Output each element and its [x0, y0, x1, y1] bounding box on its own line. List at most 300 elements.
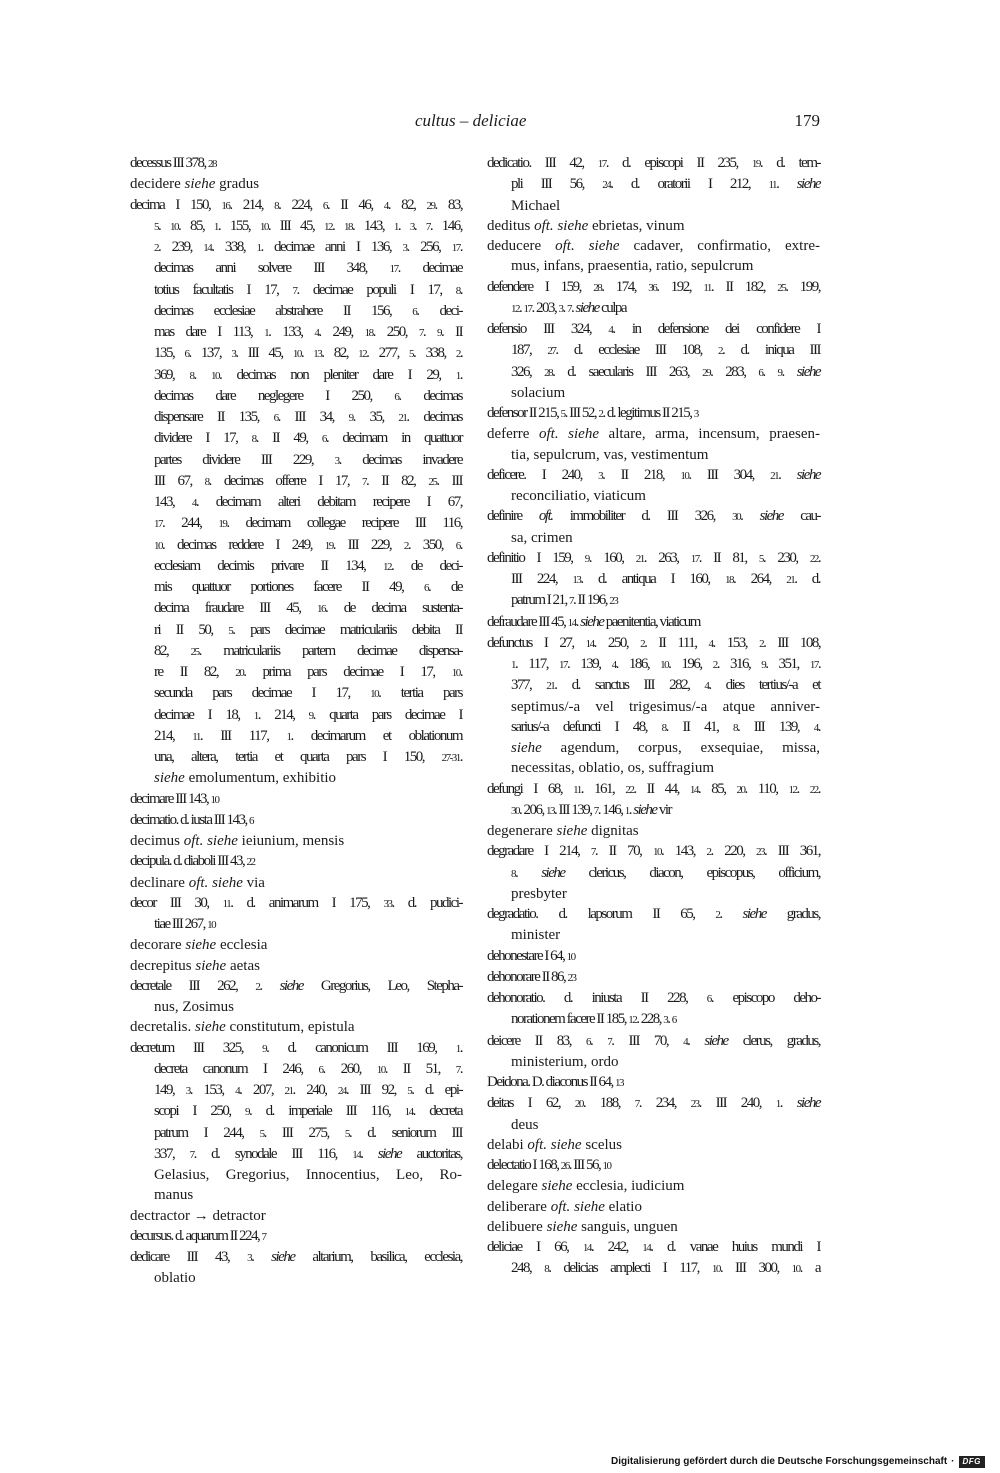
index-entry: [487, 1072, 820, 1093]
line-ref-number: 14: [642, 1242, 651, 1254]
line-ref-number: 3: [558, 302, 563, 315]
line-ref-number: 14: [689, 783, 698, 796]
line-ref-number: 8: [455, 284, 460, 297]
index-entry-headline: deliciae I 66, 14. 242, 14. d. vanae huius mundi I: [487, 1239, 821, 1255]
italic-marker: oft.: [527, 1136, 547, 1153]
funding-notice: Digitalisierung gefördert durch die Deutsche Forschungsgemeinschaft: [611, 1456, 948, 1467]
line-ref-number: 1: [264, 327, 269, 339]
line-ref-number: 7: [634, 1098, 639, 1111]
index-entry-headline: defraudare III 45, 14. siehe paenitentia, viaticum: [487, 613, 700, 630]
line-ref-number: 27: [547, 345, 556, 358]
line-ref-number: 3: [231, 348, 236, 361]
index-entry: [130, 789, 462, 810]
line-ref-number: 7: [590, 846, 595, 859]
line-ref-number: 7: [362, 475, 367, 488]
italic-marker: siehe: [759, 508, 783, 525]
index-entry-continuation: 1. 117, 17. 139, 4. 186, 10. 196, 2. 316, 9. 351, 17.: [511, 656, 821, 672]
line-ref-number: 6: [758, 366, 763, 379]
italic-marker: oft.: [550, 1198, 571, 1215]
line-ref-number: 1: [253, 709, 258, 722]
line-ref-number: 1: [286, 730, 291, 743]
index-entry-headline: decimatio. d. iusta III 143, 6: [130, 811, 253, 828]
index-entry-headline: decretalis. siehe constitutum, epistula: [130, 1019, 355, 1036]
index-entry: [487, 465, 820, 507]
italic-marker: siehe: [212, 874, 243, 891]
index-entry-continuation: 2. 239, 14. 338, 1. decimae anni I 136, 3. 256, 17.: [154, 239, 462, 255]
italic-marker: siehe: [195, 957, 227, 974]
line-ref-number: 28: [207, 158, 216, 170]
line-ref-number: 12: [511, 302, 519, 315]
line-ref-number: 13: [546, 804, 554, 817]
index-entry-continuation: 30. 206, 13. III 139, 7. 146, 1. siehe vir: [511, 801, 671, 818]
index-entry-continuation: 143, 4. decimam alteri debitam recipere I 67,: [154, 494, 463, 510]
italic-marker: oft.: [555, 238, 575, 254]
line-ref-number: 6: [412, 305, 417, 318]
line-ref-number: 16: [316, 603, 325, 616]
index-entry: [487, 548, 820, 612]
line-ref-number: 22: [625, 783, 634, 796]
line-ref-number: 17: [809, 659, 818, 671]
index-entry-continuation: 149, 3. 153, 4. 207, 21. 240, 24. III 92, 5. d. epi-: [154, 1082, 462, 1098]
line-ref-number: 12: [358, 348, 367, 361]
index-entry-headline: defendere I 159, 28. 174, 36. 192, 11. II 182, 25. 199,: [487, 278, 821, 295]
line-ref-number: 2: [455, 348, 460, 361]
index-entry-headline: delegare siehe ecclesia, iudicium: [487, 1178, 685, 1195]
line-ref-number: 5: [154, 220, 158, 233]
line-ref-number: 24: [602, 179, 611, 192]
line-ref-number: 8: [251, 433, 256, 446]
line-ref-number: 9: [262, 1042, 267, 1055]
line-ref-number: 4: [608, 324, 613, 336]
line-ref-number: 10: [169, 220, 178, 233]
line-ref-number: 14: [585, 637, 594, 650]
italic-marker: siehe: [279, 977, 303, 994]
italic-marker: siehe: [185, 937, 217, 954]
index-entry: [487, 1197, 820, 1217]
index-entry-continuation: 135, 6. 137, 3. III 45, 10. 13. 82, 12. 277, 5. 338, 2.: [154, 345, 463, 362]
italic-marker: siehe: [154, 770, 185, 787]
italic-marker: siehe: [511, 740, 542, 756]
line-ref-number: 10: [602, 1160, 611, 1172]
index-entry: [487, 612, 820, 633]
index-entry-headline: decessus III 378, 28: [130, 155, 216, 171]
line-ref-number: 10: [376, 1063, 385, 1076]
index-entry-headline: definire oft. immobiliter d. III 326, 30. siehe cau-: [487, 508, 821, 525]
line-ref-number: 1: [624, 804, 629, 817]
index-entry: [487, 506, 820, 548]
index-entry-continuation: 377, 21. d. sanctus III 282, 4. dies tertius/-a et: [511, 677, 820, 694]
line-ref-number: 3: [334, 454, 339, 467]
line-ref-number: 1: [511, 659, 515, 671]
line-ref-number: 22: [809, 783, 818, 796]
index-entry-headline: decrepitus siehe aetas: [130, 957, 260, 974]
line-ref-number: 18: [343, 220, 352, 233]
index-entry-headline: defungi I 68, 11. 161, 22. II 44, 14. 85, 20. 110, 12. 22.: [487, 780, 821, 797]
index-entry-headline: declinare oft. siehe via: [130, 874, 265, 891]
index-entry-headline: definitio I 159, 9. 160, 21. 263, 17. II 81, 5. 230, 22.: [487, 549, 821, 566]
line-ref-number: 14: [404, 1106, 413, 1119]
index-entry-headline: deducere oft. siehe cadaver, confirmatio, extre-: [487, 238, 820, 254]
index-entry-headline: delabi oft. siehe scelus: [487, 1136, 622, 1153]
line-ref-number: 11: [768, 179, 777, 192]
line-ref-number: 2: [712, 659, 717, 671]
footer-separator: ·: [951, 1456, 955, 1467]
italic-marker: siehe: [633, 801, 657, 818]
line-ref-number: 2: [718, 345, 723, 358]
line-ref-number: 6: [273, 412, 278, 424]
italic-marker: oft.: [183, 833, 204, 849]
italic-marker: siehe: [580, 613, 604, 630]
line-ref-number: 14: [203, 242, 212, 254]
line-ref-number: 8: [204, 475, 209, 488]
index-entry-continuation: siehe agendum, corpus, exsequiae, missa,: [511, 740, 820, 756]
italic-marker: siehe: [742, 906, 766, 922]
line-ref-number: 13: [313, 348, 322, 361]
line-ref-number: 4: [314, 327, 319, 339]
italic-marker: siehe: [796, 1095, 821, 1112]
index-entry-headline: deferre oft. siehe altare, arma, incensum, praesen-: [487, 426, 820, 443]
line-ref-number: 11: [222, 897, 231, 910]
italic-marker: oft.: [539, 426, 559, 443]
index-entry-headline: decima I 150, 16. 214, 8. 224, 6. II 46, 4. 82, 29. 83,: [130, 196, 463, 213]
line-ref-number: 7: [261, 1230, 266, 1243]
index-entry-headline: deficere. I 240, 3. II 218, 10. III 304, 21. siehe: [487, 466, 820, 483]
line-ref-number: 2: [403, 539, 408, 552]
index-entry: [130, 873, 462, 893]
line-ref-number: 17: [154, 518, 162, 531]
line-ref-number: 2: [706, 846, 711, 859]
line-ref-number: 19: [751, 158, 760, 170]
line-ref-number: 14: [582, 1242, 591, 1254]
index-entry-headline: decor III 30, 11. d. animarum I 175, 33. d. pudici-: [130, 894, 463, 911]
italic-marker: siehe: [568, 426, 599, 443]
line-ref-number: 10: [566, 950, 575, 963]
line-ref-number: 25: [428, 475, 437, 488]
line-ref-number: 12: [382, 560, 391, 573]
index-entry-continuation: 369, 8. 10. decimas non pleniter dare I 29, 1.: [154, 366, 463, 383]
index-entry-continuation: patrum I 244, 5. III 275, 5. d. seniorum III: [154, 1124, 463, 1141]
index-entry-continuation: norationem facere II 185, 12. 228, 3. 6: [511, 1011, 676, 1028]
index-entry: [130, 893, 462, 936]
line-ref-number: 7: [568, 595, 573, 608]
index-entry-continuation: 12. 17. 203, 3. 7. siehe culpa: [511, 299, 627, 316]
line-ref-number: 5: [758, 552, 763, 565]
line-ref-number: 4: [708, 637, 713, 650]
italic-marker: siehe: [271, 1249, 295, 1265]
line-ref-number: 1: [455, 369, 460, 382]
italic-marker: siehe: [546, 1218, 578, 1235]
line-ref-number: 23: [690, 1098, 699, 1111]
index-entry: [130, 1038, 462, 1206]
line-ref-number: 5: [560, 408, 565, 420]
line-ref-number: 30: [732, 511, 741, 524]
line-ref-number: 30: [511, 804, 519, 817]
line-ref-number: 6: [322, 199, 327, 212]
line-ref-number: 9: [761, 659, 766, 671]
line-ref-number: 7: [189, 1148, 194, 1161]
line-ref-number: 17: [389, 263, 398, 276]
dfg-logo: DFG: [959, 1456, 985, 1468]
line-ref-number: 11: [192, 730, 200, 743]
line-ref-number: 20: [235, 667, 244, 679]
line-ref-number: 3: [247, 1252, 252, 1264]
italic-marker: siehe: [556, 823, 588, 839]
italic-marker: siehe: [207, 833, 238, 849]
line-ref-number: 8: [189, 369, 194, 382]
line-ref-number: 1: [256, 242, 261, 254]
line-ref-number: 23: [756, 846, 764, 859]
index-entry: [487, 779, 820, 822]
index-entry-continuation: oblatio: [154, 1270, 196, 1287]
line-ref-number: 17: [523, 302, 532, 315]
index-entry-continuation: reconciliatio, viaticum: [511, 488, 646, 504]
index-entry: [130, 976, 462, 1018]
index-entry: [487, 424, 820, 465]
line-ref-number: 7: [607, 1035, 612, 1048]
index-entry-continuation: sa, crimen: [511, 529, 573, 546]
index-entry-headline: decorare siehe ecclesia: [130, 937, 268, 954]
index-entry: [130, 956, 462, 976]
line-ref-number: 1: [775, 1098, 780, 1111]
line-ref-number: 2: [154, 242, 158, 254]
line-ref-number: 19: [218, 518, 227, 531]
index-entry-continuation: 326, 28. d. saecularis III 263, 29. 283, 6. 9. siehe: [511, 363, 821, 380]
index-entry: [487, 236, 820, 277]
line-ref-number: 36: [648, 281, 657, 294]
line-ref-number: 3: [402, 242, 407, 254]
line-ref-number: 10: [207, 919, 216, 931]
line-ref-number: 10: [292, 348, 301, 361]
index-entry-headline: decretale III 262, 2. siehe Gregorius, Leo, Stepha-: [130, 977, 463, 994]
line-ref-number: 6: [248, 814, 253, 827]
line-ref-number: 8: [661, 721, 666, 734]
index-entry-continuation: presbyter: [511, 885, 567, 902]
line-ref-number: 7: [567, 302, 571, 315]
line-ref-number: 3: [693, 408, 698, 420]
index-entry: [487, 988, 820, 1031]
line-ref-number: 14: [567, 616, 576, 629]
line-ref-number: 1: [455, 1042, 460, 1055]
line-ref-number: 18: [364, 327, 373, 339]
line-ref-number: 10: [660, 659, 669, 671]
line-ref-number: 6: [394, 390, 399, 403]
index-entry: [130, 935, 462, 955]
line-ref-number: 2: [640, 637, 645, 650]
line-ref-number: 16: [221, 199, 230, 212]
line-ref-number: 4: [383, 199, 388, 212]
index-entry-continuation: mas dare I 113, 1. 133, 4. 249, 18. 250, 7. 9. II: [154, 324, 463, 340]
line-ref-number: 17: [690, 552, 699, 565]
index-entry-headline: decretum III 325, 9. d. canonicum III 169, 1.: [130, 1039, 463, 1056]
index-entry-continuation: sarius/-a defuncti I 48, 8. II 41, 8. III 139, 4.: [511, 718, 820, 735]
line-ref-number: 3: [663, 1014, 668, 1027]
index-entry-headline: defensor II 215, 5. III 52, 2. d. legitimus II 215, 3: [487, 405, 698, 421]
index-entry-continuation: ri II 50, 5. pars decimae matriculariis debita II: [154, 621, 463, 638]
index-entry-continuation: necessitas, oblatio, os, suffragium: [511, 760, 715, 777]
line-ref-number: 22: [809, 552, 818, 565]
line-ref-number: 2: [598, 408, 603, 420]
index-entry: [487, 841, 820, 904]
line-ref-number: 9: [437, 327, 442, 339]
index-entry: [487, 1135, 820, 1155]
line-ref-number: 7: [455, 1063, 460, 1076]
line-ref-number: 4: [235, 1085, 240, 1097]
line-ref-number: 10: [210, 369, 219, 382]
index-entry-continuation: deus: [511, 1116, 539, 1133]
index-entry-continuation: totius facultatis I 17, 7. decimae populi I 17, 8.: [154, 281, 463, 298]
index-entry: [487, 821, 820, 841]
index-entry-headline: delibuere siehe sanguis, unguen: [487, 1218, 678, 1235]
line-ref-number: 6: [706, 993, 711, 1005]
italic-marker: siehe: [588, 238, 620, 254]
index-entry-headline: dehonestare I 64, 10: [487, 947, 575, 964]
line-ref-number: 21: [635, 552, 644, 565]
index-entry-headline: deitas I 62, 20. 188, 7. 234, 23. III 240, 1. siehe: [487, 1095, 821, 1112]
index-entry: [487, 277, 820, 320]
italic-marker: oft.: [538, 508, 553, 525]
index-entry-continuation: 8. siehe clericus, diacon, episcopus, officium,: [511, 864, 820, 881]
index-entry: [130, 1017, 462, 1037]
line-ref-number: 3: [598, 469, 603, 482]
index-column-right: [487, 153, 820, 1280]
line-ref-number: 9: [777, 366, 782, 379]
index-entry-continuation: solacium: [511, 384, 566, 401]
index-entry: [130, 831, 462, 851]
line-ref-number: 3: [185, 1085, 190, 1097]
index-entry-continuation: ecclesiam decimis privare II 134, 12. de deci-: [154, 557, 463, 574]
index-entry: [130, 195, 462, 789]
line-ref-number: 22: [246, 856, 255, 869]
line-ref-number: 21: [546, 680, 555, 693]
line-ref-number: 8: [511, 867, 515, 880]
line-ref-number: 5: [344, 1127, 349, 1140]
line-ref-number: 18: [725, 574, 733, 586]
index-entry-headline: dehonoratio. d. iniusta II 228, 6. episcopo deho-: [487, 990, 820, 1006]
index-entry-continuation: 248, 8. delicias amplecti I 117, 10. III 300, 10. a: [511, 1260, 821, 1277]
italic-marker: siehe: [550, 1136, 582, 1153]
line-ref-number: 21: [284, 1085, 293, 1097]
index-entry-headline: degenerare siehe dignitas: [487, 823, 639, 839]
index-entry-continuation: decimas ecclesiae abstrahere II 156, 6. deci-: [154, 302, 462, 319]
line-ref-number: 4: [191, 497, 196, 509]
index-entry-continuation: septimus/-a vel trigesimus/-a atque anniver-: [511, 698, 820, 715]
line-ref-number: 20: [736, 783, 745, 796]
index-entry-headline: dehonorare II 86, 23: [487, 968, 576, 985]
index-entry-continuation: ministerium, ordo: [511, 1053, 619, 1070]
index-entry-continuation: secunda pars decimae I 17, 10. tertia pars: [154, 685, 462, 702]
line-ref-number: 8: [732, 721, 737, 734]
italic-marker: siehe: [541, 864, 565, 881]
index-entry-continuation: 214, 11. III 117, 1. decimarum et oblationum: [154, 727, 462, 744]
index-entry: [487, 153, 820, 216]
index-entry-continuation: decimas anni solvere III 348, 17. decimae: [154, 260, 463, 277]
index-entry-continuation: 5. 10. 85, 1. 155, 10. III 45, 12. 18. 143, 1. 3. 7. 146,: [154, 217, 463, 234]
index-entry-continuation: III 224, 13. d. antiqua I 160, 18. 264, 21. d.: [511, 571, 821, 587]
line-ref-number: 10: [652, 846, 661, 859]
index-entry: [130, 851, 462, 872]
index-entry-continuation: pli III 56, 24. d. oratorii I 212, 11. siehe: [511, 176, 821, 193]
line-ref-number: 5: [228, 624, 233, 637]
index-entry-continuation: decima fraudare III 45, 16. de decima sustenta-: [154, 600, 462, 617]
index-entry-headline: decimus oft. siehe ieiunium, mensis: [130, 833, 345, 849]
line-ref-number: 6: [671, 1014, 676, 1027]
line-ref-number: 4: [683, 1035, 688, 1048]
index-entry-headline: dectractor → detractor: [130, 1207, 266, 1224]
index-entry-continuation: 187, 27. d. ecclesiae III 108, 2. d. iniqua III: [511, 342, 820, 359]
italic-marker: siehe: [184, 176, 216, 193]
line-ref-number: 6: [184, 348, 189, 361]
index-entry-continuation: Gelasius, Gregorius, Innocentius, Leo, Ro-: [154, 1167, 462, 1183]
line-ref-number: 9: [244, 1106, 249, 1119]
index-entry: [130, 1247, 462, 1289]
italic-marker: siehe: [541, 1178, 573, 1195]
index-entry: [487, 633, 820, 779]
line-ref-number: 13: [614, 1077, 623, 1089]
line-ref-number: 21: [398, 412, 407, 424]
line-ref-number: 9: [308, 709, 313, 722]
line-ref-number: 10: [680, 469, 689, 482]
index-entry-continuation: dividere I 17, 8. II 49, 6. decimam in quattuor: [154, 430, 462, 447]
line-ref-number: 25: [190, 645, 199, 658]
line-ref-number: 8: [544, 1263, 549, 1276]
italic-marker: siehe: [574, 1198, 605, 1215]
line-ref-number: 2: [255, 980, 260, 993]
line-ref-number: 1: [393, 220, 398, 233]
index-entry-continuation: minister: [511, 927, 561, 944]
index-entry: [487, 1093, 820, 1135]
index-entry-headline: degradare I 214, 7. II 70, 10. 143, 2. 220, 23. III 361,: [487, 843, 821, 860]
line-ref-number: 4: [611, 659, 616, 671]
index-entry-continuation: scopi I 250, 9. d. imperiale III 116, 14. decreta: [154, 1103, 463, 1120]
index-entry-continuation: decimae I 18, 1. 214, 9. quarta pars decimae I: [154, 706, 463, 723]
index-entry-headline: defunctus I 27, 14. 250, 2. II 111, 4. 153, 2. III 108,: [487, 634, 821, 651]
index-entry-headline: Deidona. D. diaconus II 64, 13: [487, 1074, 623, 1090]
index-entry: [130, 153, 462, 174]
line-ref-number: 1: [213, 220, 218, 233]
page-number: 179: [794, 111, 820, 130]
italic-marker: oft.: [188, 874, 209, 891]
line-ref-number: 7: [593, 804, 598, 817]
index-entry-continuation: 82, 25. matriculariis partem decimae dispensa-: [154, 642, 462, 659]
index-column-left: [130, 153, 462, 1289]
line-ref-number: 5: [259, 1127, 264, 1140]
index-entry-continuation: 337, 7. d. synodale III 116, 14. siehe auctoritas,: [154, 1145, 463, 1162]
line-ref-number: 6: [318, 1063, 323, 1076]
italic-marker: oft.: [534, 217, 554, 234]
line-ref-number: 29: [426, 199, 435, 212]
index-entry-continuation: dispensare II 135, 6. III 34, 9. 35, 21. decimas: [154, 409, 462, 425]
line-ref-number: 6: [423, 582, 428, 594]
line-ref-number: 17: [559, 659, 568, 671]
index-entry-headline: decidere siehe gradus: [130, 176, 260, 193]
line-ref-number: 24: [337, 1085, 346, 1097]
italic-marker: siehe: [557, 217, 589, 234]
line-ref-number: 19: [324, 539, 333, 552]
line-ref-number: 10: [791, 1263, 800, 1276]
line-ref-number: 10: [210, 793, 219, 806]
index-entry-headline: dedicatio. III 42, 17. d. episcopi II 235, 19. d. tem-: [487, 155, 821, 171]
line-ref-number: 12: [788, 783, 797, 796]
index-entry-continuation: mis quattuor portiones facere II 49, 6. de: [154, 579, 462, 595]
line-ref-number: 4: [813, 721, 818, 734]
line-ref-number: 5: [409, 348, 414, 361]
running-title: cultus – deliciae: [415, 111, 527, 130]
line-ref-number: 7: [292, 284, 297, 297]
line-ref-number: 20: [574, 1098, 583, 1111]
line-ref-number: 7: [418, 327, 423, 339]
line-ref-number: 25: [777, 281, 786, 294]
line-ref-number: 27-31: [441, 752, 460, 764]
